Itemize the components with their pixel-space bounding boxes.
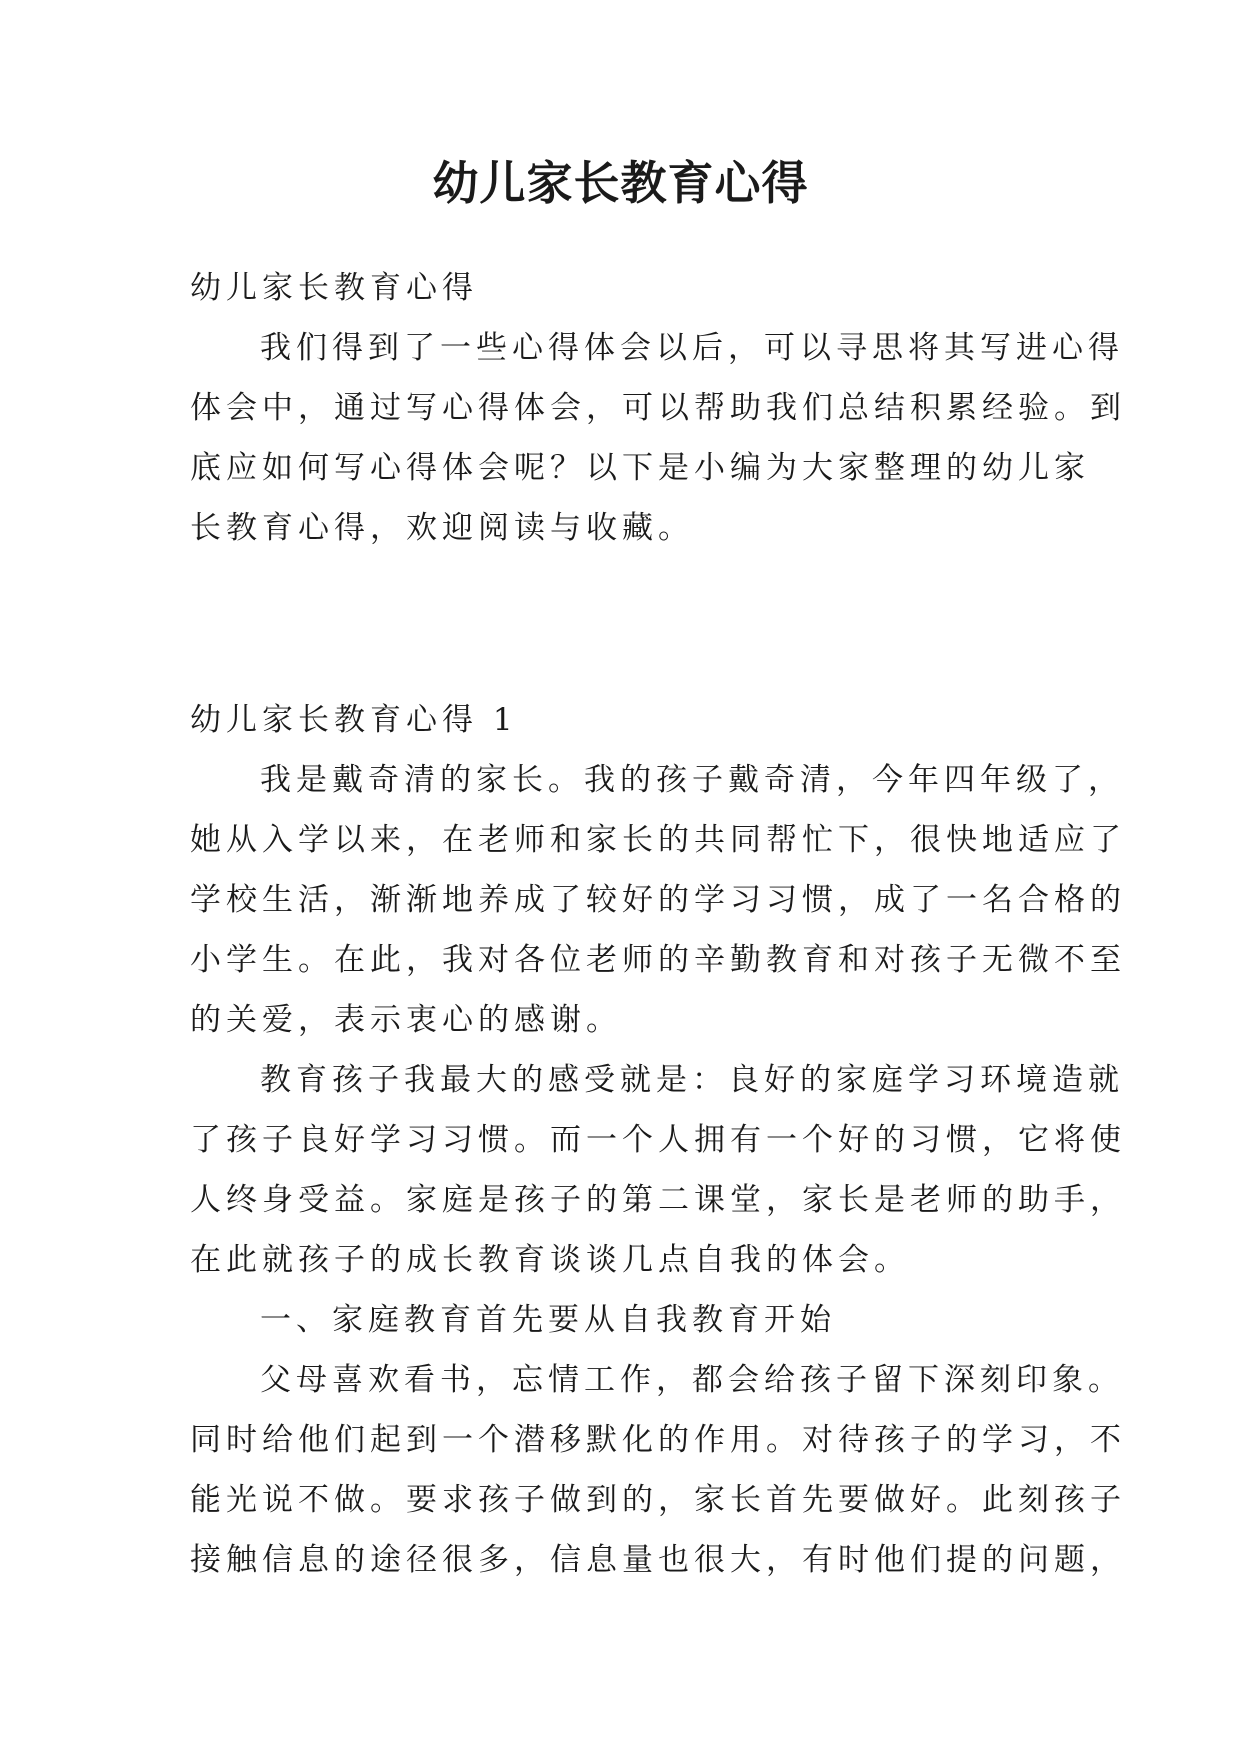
paragraph-line: 的关爱，表示衷心的感谢。 bbox=[190, 1002, 622, 1038]
intro-block bbox=[190, 258, 1126, 558]
paragraph-line: 小学生。在此，我对各位老师的辛勤教育和对孩子无微不至 bbox=[190, 942, 1126, 978]
section-heading: 幼儿家长教育心得 1 bbox=[190, 702, 518, 738]
paragraph-line: 她从入学以来，在老师和家长的共同帮忙下，很快地适应了 bbox=[190, 822, 1126, 858]
paragraph-line: 能光说不做。要求孩子做到的，家长首先要做好。此刻孩子 bbox=[190, 1482, 1126, 1518]
paragraph-line: 学校生活，渐渐地养成了较好的学习习惯，成了一名合格的 bbox=[190, 882, 1126, 918]
paragraph-line: 我是戴奇清的家长。我的孩子戴奇清，今年四年级了， bbox=[260, 762, 1124, 798]
paragraph-line: 接触信息的途径很多，信息量也很大，有时他们提的问题， bbox=[190, 1542, 1126, 1578]
paragraph-line: 在此就孩子的成长教育谈谈几点自我的体会。 bbox=[190, 1242, 910, 1278]
paragraph-line: 同时给他们起到一个潜移默化的作用。对待孩子的学习，不 bbox=[190, 1422, 1126, 1458]
section-1 bbox=[190, 690, 1126, 1590]
intro-line: 我们得到了一些心得体会以后，可以寻思将其写进心得 bbox=[260, 330, 1124, 366]
intro-line: 长教育心得，欢迎阅读与收藏。 bbox=[190, 510, 694, 546]
paragraph-line: 了孩子良好学习习惯。而一个人拥有一个好的习惯，它将使 bbox=[190, 1122, 1126, 1158]
paragraph-line: 父母喜欢看书，忘情工作，都会给孩子留下深刻印象。 bbox=[260, 1362, 1124, 1398]
paragraph-line: 人终身受益。家庭是孩子的第二课堂，家长是老师的助手， bbox=[190, 1182, 1126, 1218]
paragraph-line: 教育孩子我最大的感受就是：良好的家庭学习环境造就 bbox=[260, 1062, 1124, 1098]
intro-line: 体会中，通过写心得体会，可以帮助我们总结积累经验。到 bbox=[190, 390, 1126, 426]
intro-line: 底应如何写心得体会呢？以下是小编为大家整理的幼儿家 bbox=[190, 450, 1090, 486]
subheading: 一、家庭教育首先要从自我教育开始 bbox=[260, 1302, 836, 1338]
intro-heading: 幼儿家长教育心得 bbox=[190, 270, 478, 306]
document-title: 幼儿家长教育心得 bbox=[432, 156, 809, 210]
